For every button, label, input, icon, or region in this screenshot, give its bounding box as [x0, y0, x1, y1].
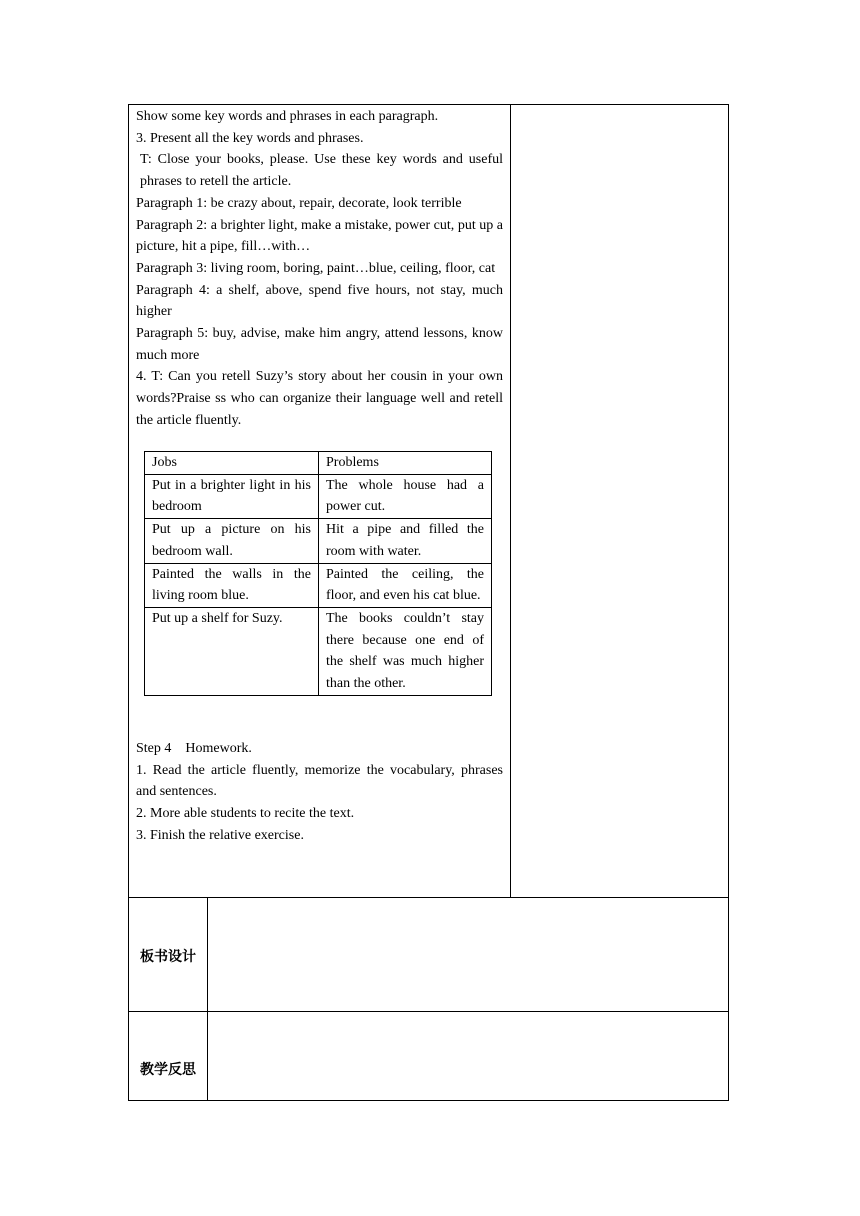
homework-item: 3. Finish the relative exercise. — [136, 827, 304, 843]
homework-item: 1. Read the article fluently, memorize the vocabulary, phrases and sentences. — [136, 762, 503, 800]
column-divider — [510, 104, 511, 898]
step-text: Show some key words and phrases in each paragraph. — [136, 109, 439, 124]
homework-title: Step 4 Homework. — [136, 741, 252, 756]
jobs-problems-table — [144, 451, 492, 696]
table-row — [145, 474, 492, 518]
homework-section — [136, 738, 503, 847]
table-cell: The whole house had a power cut. — [319, 474, 492, 518]
step-text: Paragraph 4: a shelf, above, spend five hours, not stay, much higher — [136, 282, 503, 320]
step-text: Paragraph 5: buy, advise, make him angry, attend lessons, know much more — [136, 326, 503, 363]
step-text: Paragraph 3: living room, boring, paint…blue, ceiling, floor, cat — [136, 260, 496, 276]
row-divider — [128, 897, 729, 898]
homework-item: 2. More able students to recite the text. — [136, 806, 355, 822]
step-text: 3. Present all the key words and phrases. — [136, 130, 364, 146]
label-column-divider — [207, 897, 208, 1101]
row-divider — [128, 1011, 729, 1012]
table-header: Problems — [319, 452, 492, 475]
table-row — [145, 519, 492, 563]
table-cell: Put up a picture on his bedroom wall. — [145, 519, 319, 563]
table-row — [145, 607, 492, 695]
table-header: Jobs — [145, 452, 319, 475]
lesson-steps — [136, 106, 503, 432]
step-text: T: Close your books, please. Use these key words and useful phrases to retell the article. — [140, 152, 503, 190]
table-cell: Painted the walls in the living room blue. — [145, 563, 319, 607]
table-cell: Painted the ceiling, the floor, and even his cat blue. — [319, 563, 492, 607]
table-cell: Put in a brighter light in his bedroom — [145, 474, 319, 518]
table-cell: Hit a pipe and filled the room with water. — [319, 519, 492, 563]
reflection-label: 教学反思 — [140, 1062, 196, 1078]
board-design-label: 板书设计 — [140, 949, 196, 965]
table-cell: Put up a shelf for Suzy. — [145, 607, 319, 695]
table-row — [145, 563, 492, 607]
step-text: 4. T: Can you retell Suzy’s story about her cousin in your own words?Praise ss who can organize their language well and retell the article fluently. — [136, 369, 503, 428]
table-header-row — [145, 452, 492, 475]
table-cell: The books couldn’t stay there because one end of the shelf was much higher than the other. — [319, 607, 492, 695]
step-text: Paragraph 2: a brighter light, make a mistake, power cut, put up a picture, hit a pipe, fill…with… — [136, 217, 503, 255]
step-text: Paragraph 1: be crazy about, repair, decorate, look terrible — [136, 195, 462, 211]
